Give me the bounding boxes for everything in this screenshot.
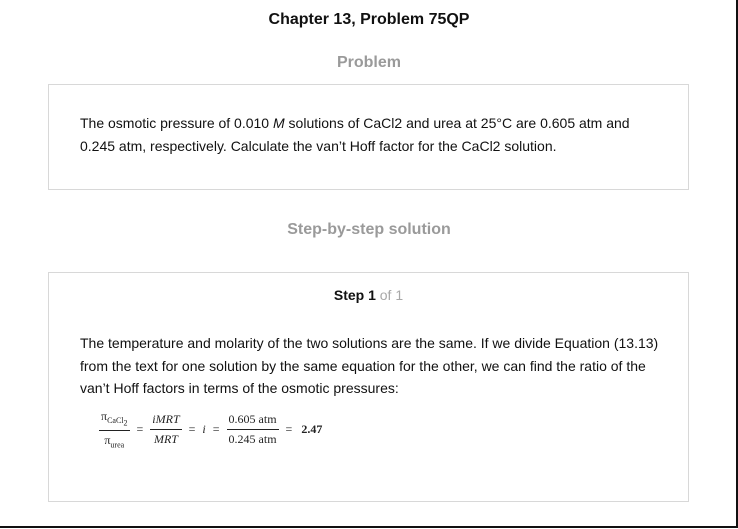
page-title: Chapter 13, Problem 75QP — [268, 11, 470, 28]
problem-panel — [48, 84, 689, 190]
atm-numerator: 0.605 atm — [227, 412, 279, 430]
equation-result: 2.47 — [301, 421, 323, 436]
problem-text-part1: The osmotic pressure of 0.010 — [80, 115, 273, 131]
pressure-ratio-fraction — [99, 409, 130, 449]
ratio-equation — [99, 409, 322, 449]
vant-hoff-factor-symbol: i — [202, 421, 206, 436]
solution-heading: Step-by-step solution — [287, 221, 451, 238]
step-count: of 1 — [379, 287, 404, 303]
equals-sign-4: = — [285, 421, 293, 436]
problem-text — [80, 112, 660, 157]
equals-sign-3: = — [212, 421, 220, 436]
pressure-ratio-numerator: $\pi_{CaCl_2}$ — [99, 409, 130, 431]
imrt-numerator: iMRT — [150, 412, 181, 430]
pressure-ratio-denominator: $\pi_{urea}$ — [104, 432, 125, 450]
solution-text: The temperature and molarity of the two solutions are the same. If we divide Equation (13.13) from the text for one solution by the same equation for the other, we can find the ratio of the van’t Hoff factors in terms of the osmotic pressures: — [80, 335, 659, 396]
molarity-unit: M — [273, 115, 285, 131]
atm-denominator: 0.245 atm — [228, 431, 277, 446]
equals-sign-2: = — [188, 421, 196, 436]
problem-heading: Problem — [336, 54, 401, 71]
atm-fraction — [227, 412, 279, 447]
problem-text-part2: solutions of CaCl2 and urea at 25°C are 0.605 atm and 0.245 atm, respectively. Calculate the van’t Hoff factor for the CaCl2 solution. — [80, 115, 630, 154]
solution-panel — [48, 272, 689, 502]
equals-sign-1: = — [136, 421, 144, 436]
step-header — [49, 287, 688, 303]
step-label: Step 1 — [333, 287, 376, 303]
mrt-denominator: MRT — [153, 431, 178, 446]
imrt-fraction — [150, 412, 181, 447]
